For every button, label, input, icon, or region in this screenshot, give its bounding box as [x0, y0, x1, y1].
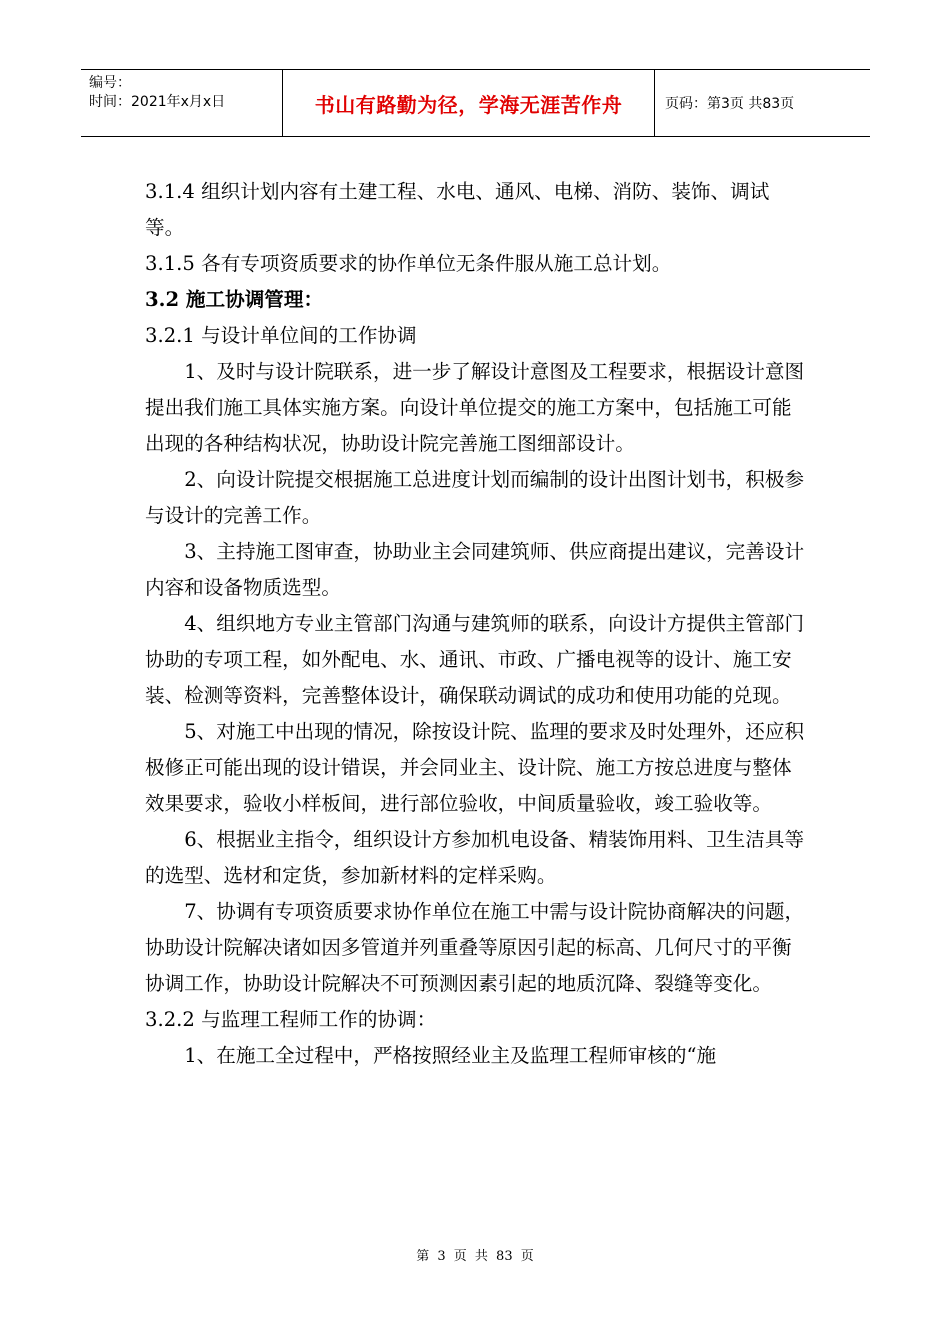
header-number-label: 编号：	[89, 75, 131, 91]
item-paragraph-6: 6、根据业主指令，组织设计方参加机电设备、精装饰用料、卫生洁具等的选型、选材和定货，参加新材料的定样采购。	[145, 828, 805, 887]
header-page-info: 页码：第3页 共83页	[665, 96, 795, 112]
header-motto: 书山有路勤为径，学海无涯苦作舟	[283, 70, 655, 136]
subsection-heading-3-2-2: 3.2.2 与监理工程师工作的协调：	[145, 1008, 437, 1031]
item-paragraph-supervision-1: 1、在施工全过程中，严格按照经业主及监理工程师审核的“施	[184, 1044, 717, 1067]
page-footer: 第 3 页 共 83 页	[416, 1249, 534, 1264]
subsection-heading-3-2-1: 3.2.1 与设计单位间的工作协调	[145, 324, 417, 347]
item-paragraph-3: 3、主持施工图审查，协助业主会同建筑师、供应商提出建议，完善设计内容和设备物质选型。	[145, 540, 805, 599]
item-paragraph-2: 2、向设计院提交根据施工总进度计划而编制的设计出图计划书，积极参与设计的完善工作。	[145, 468, 805, 527]
document-body	[145, 174, 805, 1074]
item-paragraph-1: 1、及时与设计院联系，进一步了解设计意图及工程要求，根据设计意图提出我们施工具体实施方案。向设计单位提交的施工方案中，包括施工可能出现的各种结构状况，协助设计院完善施工图细部设计。	[145, 360, 805, 455]
header-meta	[81, 70, 283, 136]
item-paragraph-4: 4、组织地方专业主管部门沟通与建筑师的联系，向设计方提供主管部门协助的专项工程，如外配电、水、通讯、市政、广播电视等的设计、施工安装、检测等资料，完善整体设计，确保联动调试的成功和使用功能的兑现。	[145, 612, 805, 707]
clause-3-1-4: 3.1.4 组织计划内容有土建工程、水电、通风、电梯、消防、装饰、调试等。	[145, 180, 770, 239]
section-heading-3-2: 3.2 施工协调管理：	[145, 288, 324, 311]
item-paragraph-5: 5、对施工中出现的情况，除按设计院、监理的要求及时处理外，还应积极修正可能出现的设计错误，并会同业主、设计院、施工方按总进度与整体效果要求，验收小样板间，进行部位验收，中间质量验收，竣工验收等。	[145, 720, 805, 815]
page-header	[81, 69, 870, 137]
header-date: 时间：2021年x月x日	[89, 94, 226, 110]
clause-3-1-5: 3.1.5 各有专项资质要求的协作单位无条件服从施工总计划。	[145, 252, 672, 275]
item-paragraph-7: 7、协调有专项资质要求协作单位在施工中需与设计院协商解决的问题，协助设计院解决诸如因多管道并列重叠等原因引起的标高、几何尺寸的平衡协调工作，协助设计院解决不可预测因素引起的地质沉降、裂缝等变化。	[145, 900, 805, 995]
